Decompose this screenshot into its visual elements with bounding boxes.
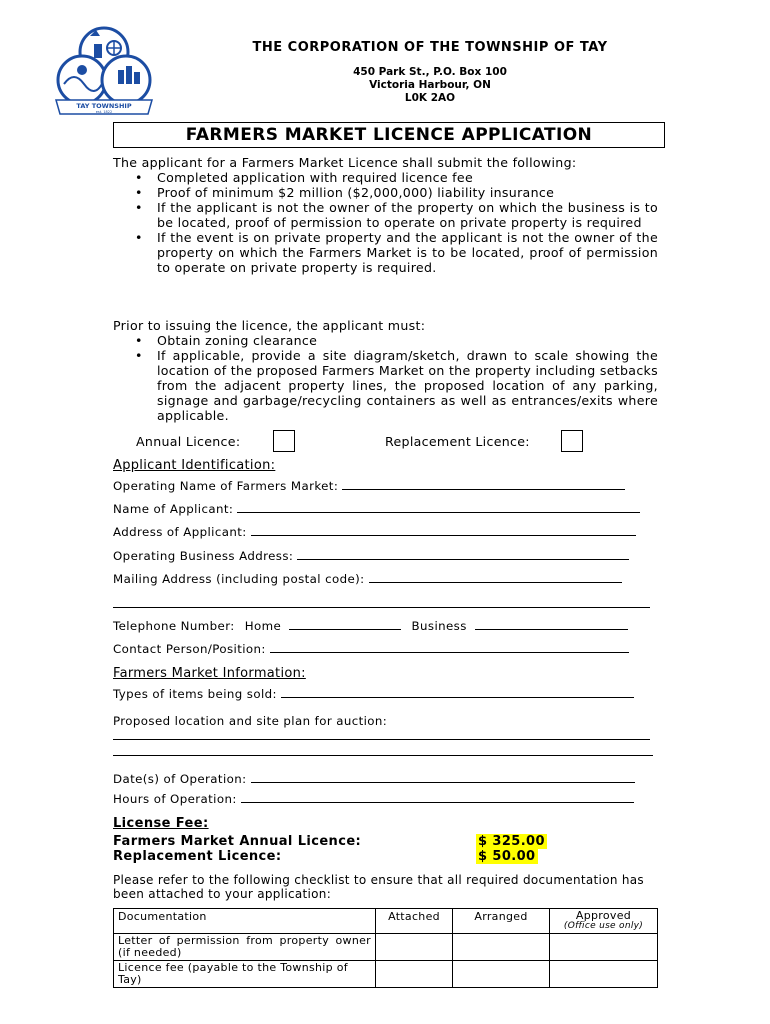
contact-field <box>113 642 629 656</box>
logo-text: TAY TOWNSHIP <box>76 102 132 110</box>
prior-intro: Prior to issuing the licence, the applicant must: <box>113 318 426 333</box>
telephone-field <box>113 619 628 633</box>
mailing-address-label: Mailing Address (including postal code): <box>113 572 365 586</box>
checklist-intro: Please refer to the following checklist to ensure that all required documentation has been attached to your application: <box>113 873 644 901</box>
col-documentation: Documentation <box>114 909 376 934</box>
operating-name-label: Operating Name of Farmers Market: <box>113 479 339 493</box>
row-documentation: Licence fee (payable to the Township of Tay) <box>114 961 376 988</box>
telephone-label: Telephone Number: <box>113 619 235 633</box>
annual-licence-checkbox[interactable] <box>273 430 295 452</box>
requirements-list <box>113 170 658 275</box>
business-label: Business <box>411 619 467 633</box>
prior-section <box>113 318 658 423</box>
operating-name-input[interactable] <box>342 489 625 490</box>
row-approved-cell <box>550 934 658 961</box>
applicant-name-label: Name of Applicant: <box>113 502 234 516</box>
items-sold-field <box>113 687 634 701</box>
applicant-address-field <box>113 525 636 539</box>
checklist-table <box>113 908 658 988</box>
col-arranged: Arranged <box>453 909 550 934</box>
col-approved-cell <box>550 909 658 934</box>
dates-label: Date(s) of Operation: <box>113 772 247 786</box>
organization-name: THE CORPORATION OF THE TOWNSHIP OF TAY <box>252 40 608 55</box>
annual-fee-label: Farmers Market Annual Licence: <box>113 834 362 849</box>
market-heading: Farmers Market Information: <box>113 666 306 681</box>
replacement-fee-amount: $ 50.00 <box>478 849 536 864</box>
requirements-intro: The applicant for a Farmers Market Licence shall submit the following: <box>113 155 577 170</box>
hours-field <box>113 792 634 806</box>
applicant-heading: Applicant Identification: <box>113 458 276 473</box>
replacement-licence-label: Replacement Licence: <box>385 434 530 449</box>
items-sold-input[interactable] <box>281 697 634 698</box>
operating-name-field <box>113 479 625 493</box>
address-line-3: L0K 2AO <box>404 92 456 104</box>
items-sold-label: Types of items being sold: <box>113 687 277 701</box>
dates-input[interactable] <box>251 782 635 783</box>
business-address-input[interactable] <box>297 559 629 560</box>
fee-heading: License Fee: <box>113 816 209 831</box>
row-attached-cell[interactable] <box>376 934 453 961</box>
location-label: Proposed location and site plan for auction: <box>113 714 388 728</box>
prior-item: • If applicable, provide a site diagram/sketch, drawn to scale showing the location of the proposed Farmers Market on the property including setbacks from the adjacent property lines, the proposed location of any parking, signage and garbage/recycling containers as well as entrances/exits where applicable. <box>113 348 658 423</box>
contact-input[interactable] <box>270 652 629 653</box>
organization-address <box>300 66 560 105</box>
row-arranged-cell[interactable] <box>453 934 550 961</box>
applicant-name-input[interactable] <box>237 512 640 513</box>
table-row <box>114 961 658 988</box>
location-line-2[interactable] <box>113 743 653 756</box>
mailing-address-field <box>113 572 622 586</box>
replacement-fee-label: Replacement Licence: <box>113 849 282 864</box>
hours-input[interactable] <box>241 802 634 803</box>
address-line-1: 450 Park St., P.O. Box 100 <box>353 66 507 78</box>
location-line-1[interactable] <box>113 727 650 740</box>
contact-label: Contact Person/Position: <box>113 642 266 656</box>
applicant-address-input[interactable] <box>251 535 636 536</box>
logo-est: est. 1822 <box>95 110 113 114</box>
requirements-section <box>113 155 658 275</box>
business-phone-input[interactable] <box>475 629 628 630</box>
requirement-item: • If the applicant is not the owner of the property on which the business is to be located, proof of permission to operate on private property is required <box>113 200 658 230</box>
row-documentation: Letter of permission from property owner (if needed) <box>114 934 376 961</box>
prior-item: • Obtain zoning clearance <box>113 333 658 348</box>
form-title: FARMERS MARKET LICENCE APPLICATION <box>113 122 665 148</box>
home-phone-input[interactable] <box>289 629 401 630</box>
checklist-header-row <box>114 909 658 934</box>
col-attached: Attached <box>376 909 453 934</box>
row-approved-cell <box>550 961 658 988</box>
hours-label: Hours of Operation: <box>113 792 237 806</box>
township-logo <box>52 22 158 116</box>
mailing-address-input[interactable] <box>369 582 622 583</box>
row-attached-cell[interactable] <box>376 961 453 988</box>
office-use-note: (Office use only) <box>563 921 644 931</box>
col-approved: Approved <box>575 909 632 922</box>
home-label: Home <box>244 619 282 633</box>
requirement-item: • Proof of minimum $2 million ($2,000,000) liability insurance <box>113 185 658 200</box>
dates-field <box>113 772 635 786</box>
applicant-address-label: Address of Applicant: <box>113 525 247 539</box>
annual-fee-amount: $ 325.00 <box>478 834 545 849</box>
prior-list <box>113 333 658 423</box>
business-address-field <box>113 549 629 563</box>
mailing-address-line-2[interactable] <box>113 594 650 608</box>
address-line-2: Victoria Harbour, ON <box>369 79 491 91</box>
requirement-item: • If the event is on private property and the applicant is not the owner of the property on which the Farmers Market is to be located, proof of permission to operate on private property is required. <box>113 230 658 275</box>
table-row <box>114 934 658 961</box>
applicant-name-field <box>113 502 640 516</box>
business-address-label: Operating Business Address: <box>113 549 294 563</box>
row-arranged-cell[interactable] <box>453 961 550 988</box>
requirement-item: • Completed application with required licence fee <box>113 170 658 185</box>
annual-licence-label: Annual Licence: <box>136 434 241 449</box>
replacement-licence-checkbox[interactable] <box>561 430 583 452</box>
